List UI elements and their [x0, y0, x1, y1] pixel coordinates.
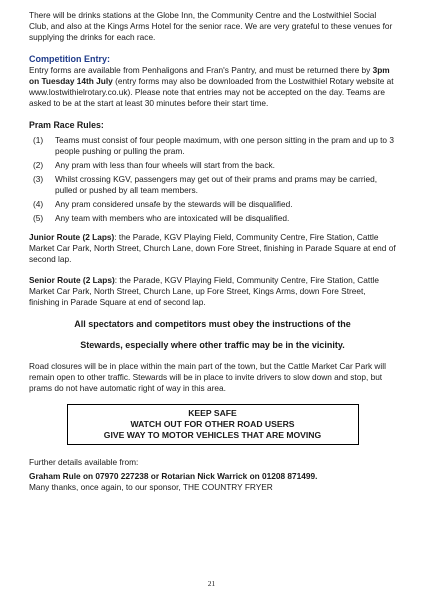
rule-number: (1) [33, 135, 44, 145]
junior-route-label: Junior Route (2 Laps) [29, 232, 115, 242]
competition-entry-section [29, 53, 396, 109]
rule-text: Any team with members who are intoxicated will be disqualified. [55, 213, 290, 223]
keep-safe-line-2: WATCH OUT FOR OTHER ROAD USERS [130, 419, 295, 429]
senior-route-paragraph [29, 275, 396, 308]
keep-safe-line-1: KEEP SAFE [188, 408, 237, 418]
competition-text-b: (entry forms may also be downloaded from the Lostwithiel Rotary website at www.lostwithielrotary.co.uk). Please note that entries may not be accepted on the day. Teams are asked to be at the start at least 30 minutes before their start time. [29, 76, 394, 108]
road-closures-paragraph: Road closures will be in place within the main part of the town, but the Cattle Market Car Park will remain open to other traffic. Stewards will be in place to invite drivers to slow down and stop, but prams do not have automatic right of way in this area. [29, 361, 386, 393]
entry-deadline: 3pm on Tuesday 14th July [29, 65, 390, 86]
rule-item [29, 135, 396, 157]
pram-race-rules-section [29, 119, 396, 224]
further-details-intro: Further details available from: [29, 457, 139, 467]
rule-item [29, 160, 396, 171]
competition-text-a: Entry forms are available from Penhaligons and Fran's Pantry, and must be returned there by [29, 65, 373, 75]
competition-entry-heading: Competition Entry: [29, 54, 110, 64]
rule-number: (4) [33, 199, 44, 209]
pram-race-rules-heading: Pram Race Rules: [29, 120, 104, 130]
rule-text: Any pram considered unsafe by the stewards will be disqualified. [55, 199, 293, 209]
junior-route-paragraph [29, 232, 396, 265]
keep-safe-line-3: GIVE WAY TO MOTOR VEHICLES THAT ARE MOVING [103, 430, 322, 440]
rule-item [29, 213, 396, 224]
senior-route-text: : the Parade, KGV Playing Field, Community Centre, Fire Station, Cattle Market Car Park, North Street, Church Lane, up Fore Street, Kings Arms, down Fore Street, finishing in Parade Square at end of second lap. [29, 275, 379, 307]
notice-line-1: All spectators and competitors must obey the instructions of the [74, 319, 351, 329]
document-page [29, 10, 396, 493]
rule-text: Teams must consist of four people maximum, with one person sitting in the pram and up to 3 people pushing or pulling the pram. [55, 135, 394, 156]
stewards-notice [29, 318, 396, 352]
page-number: 21 [207, 579, 216, 588]
sponsor-thanks: Many thanks, once again, to our sponsor, THE COUNTRY FRYER [29, 482, 273, 492]
senior-route-label: Senior Route (2 Laps) [29, 275, 115, 285]
rule-number: (5) [33, 213, 44, 223]
rule-item [29, 174, 396, 196]
rule-number: (2) [33, 160, 44, 170]
notice-line-2: Stewards, especially where other traffic may be in the vicinity. [80, 340, 345, 350]
rule-text: Whilst crossing KGV, passengers may get out of their prams and prams may be carried, pulled or pushed by all team members. [55, 174, 378, 195]
drinks-stations-paragraph: There will be drinks stations at the Globe Inn, the Community Centre and the Lostwithiel Social Club, and also at the Kings Arms Hotel for the senior race. We are very grateful to these venues for supplying the drinks for each race. [29, 10, 393, 42]
further-details-section [29, 457, 396, 493]
keep-safe-box [67, 404, 359, 445]
competition-entry-text [29, 65, 396, 109]
rule-item [29, 199, 396, 210]
junior-route-text: : the Parade, KGV Playing Field, Community Centre, Fire Station, Cattle Market Car Park, North Street, Church Lane, down Fore Street, finishing in Parade Square at end of second lap. [29, 232, 396, 264]
rule-number: (3) [33, 174, 44, 184]
rule-text: Any pram with less than four wheels will start from the back. [55, 160, 275, 170]
rules-list [29, 135, 396, 224]
contact-details: Graham Rule on 07970 227238 or Rotarian Nick Warrick on 01208 871499. [29, 471, 318, 481]
